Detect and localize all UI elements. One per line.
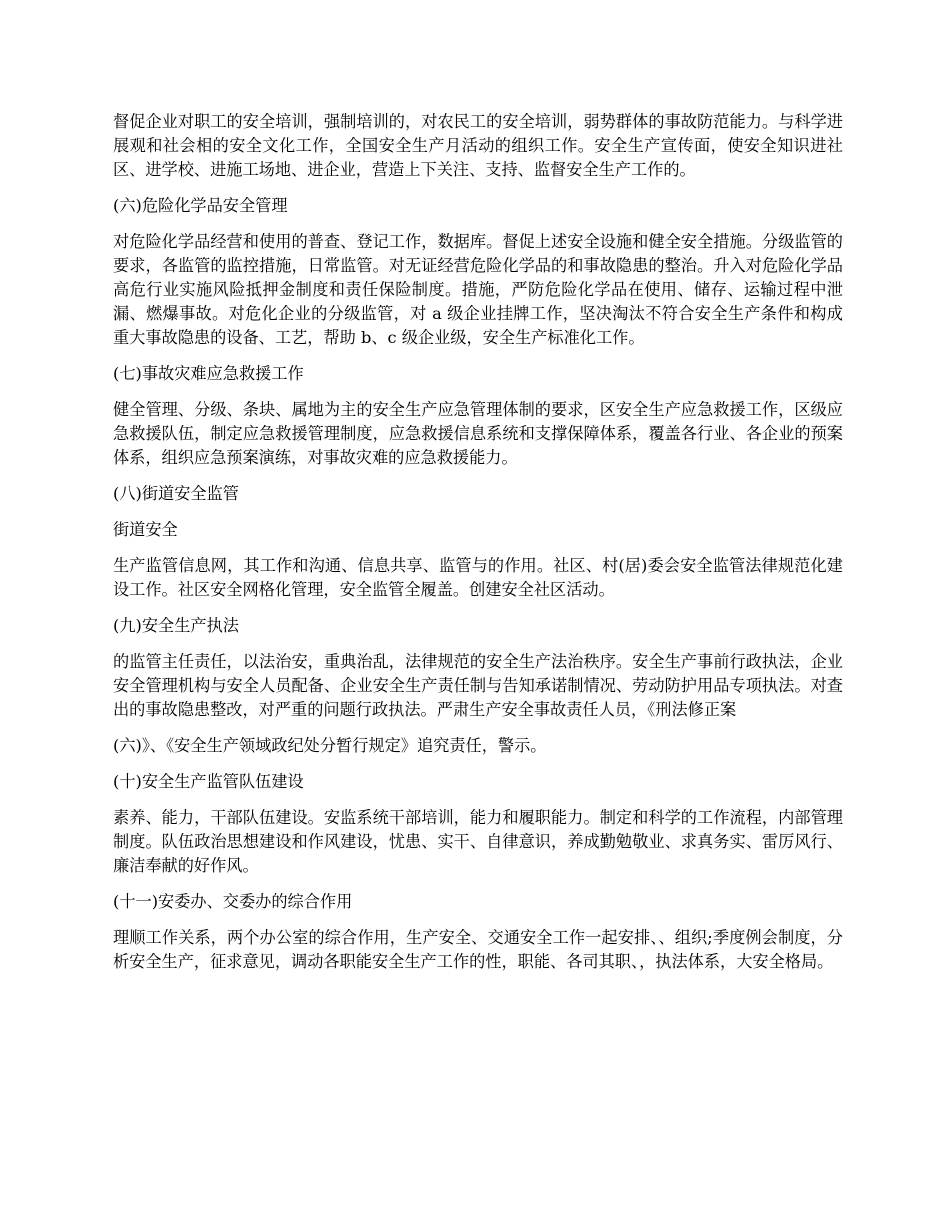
section-heading-11: (十一)安委办、交委办的综合作用	[113, 892, 353, 911]
paragraph-hazardous-chemicals: 对危险化学品经营和使用的普查、登记工作，数据库。督促上述安全设施和健全安全措施。分级监管的要求，各监管的监控措施，日常监管。对无证经营危险化学品的和事故隐患的整治。升入对危险化学品高危行业实施风险抵押金制度和责任保险制度。措施，严防危险化学品在使用、储存、运输过程中泄漏、燃爆事故。对危化企业的分级监管，对 a 级企业挂牌工作，坚决淘汰不符合安全生产条件和构成重大事故隐患的设备、工艺，帮助 b、c 级企业级，安全生产标准化工作。	[113, 232, 843, 347]
paragraph-office-coordination: 理顺工作关系，两个办公室的综合作用，生产安全、交通安全工作一起安排、、组织;季度例会制度，分析安全生产，征求意见，调动各职能安全生产工作的性，职能、各司其职、，执法体系，大安全格局。	[113, 928, 843, 971]
paragraph-street-supervision: 生产监管信息网，其工作和沟通、信息共享、监管与的作用。社区、村(居)委会安全监管法律规范化建设工作。社区安全网格化管理，安全监管全履盖。创建安全社区活动。	[113, 556, 843, 599]
section-heading-10: (十)安全生产监管队伍建设	[113, 772, 304, 791]
section-heading-7: (七)事故灾难应急救援工作	[113, 364, 304, 383]
section-heading-6: (六)危险化学品安全管理	[113, 196, 288, 215]
paragraph-team-building: 素养、能力，干部队伍建设。安监系统干部培训，能力和履职能力。制定和科学的工作流程，内部管理制度。队伍政治思想建设和作风建设，忧患、实干、自律意识，养成勤勉敬业、求真务实、雷厉风行、廉洁奉献的好作风。	[113, 808, 843, 875]
paragraph-intro: 督促企业对职工的安全培训，强制培训的，对农民工的安全培训，弱势群体的事故防范能力。与科学进展观和社会相的安全文化工作，全国安全生产月活动的组织工作。安全生产宣传面，使安全知识进社区、进学校、进施工场地、进企业，营造上下关注、支持、监督安全生产工作的。	[113, 112, 843, 179]
paragraph-law-enforcement-cont: (六)》、《安全生产领域政纪处分暂行规定》追究责任，警示。	[113, 736, 547, 755]
section-heading-9: (九)安全生产执法	[113, 616, 239, 635]
paragraph-law-enforcement: 的监管主任责任，以法治安，重典治乱，法律规范的安全生产法治秩序。安全生产事前行政执法，企业安全管理机构与安全人员配备、企业安全生产责任制与告知承诺制情况、劳动防护用品专项执法。对查出的事故隐患整改，对严重的问题行政执法。严肃生产安全事故责任人员，《刑法修正案	[113, 652, 843, 719]
document-page	[113, 110, 843, 986]
subheading-street-safety: 街道安全	[113, 520, 178, 539]
section-heading-8: (八)街道安全监管	[113, 484, 239, 503]
paragraph-emergency-rescue: 健全管理、分级、条块、属地为主的安全生产应急管理体制的要求，区安全生产应急救援工作，区级应急救援队伍，制定应急救援管理制度，应急救援信息系统和支撑保障体系，覆盖各行业、各企业的预案体系，组织应急预案演练，对事故灾难的应急救援能力。	[113, 400, 843, 467]
